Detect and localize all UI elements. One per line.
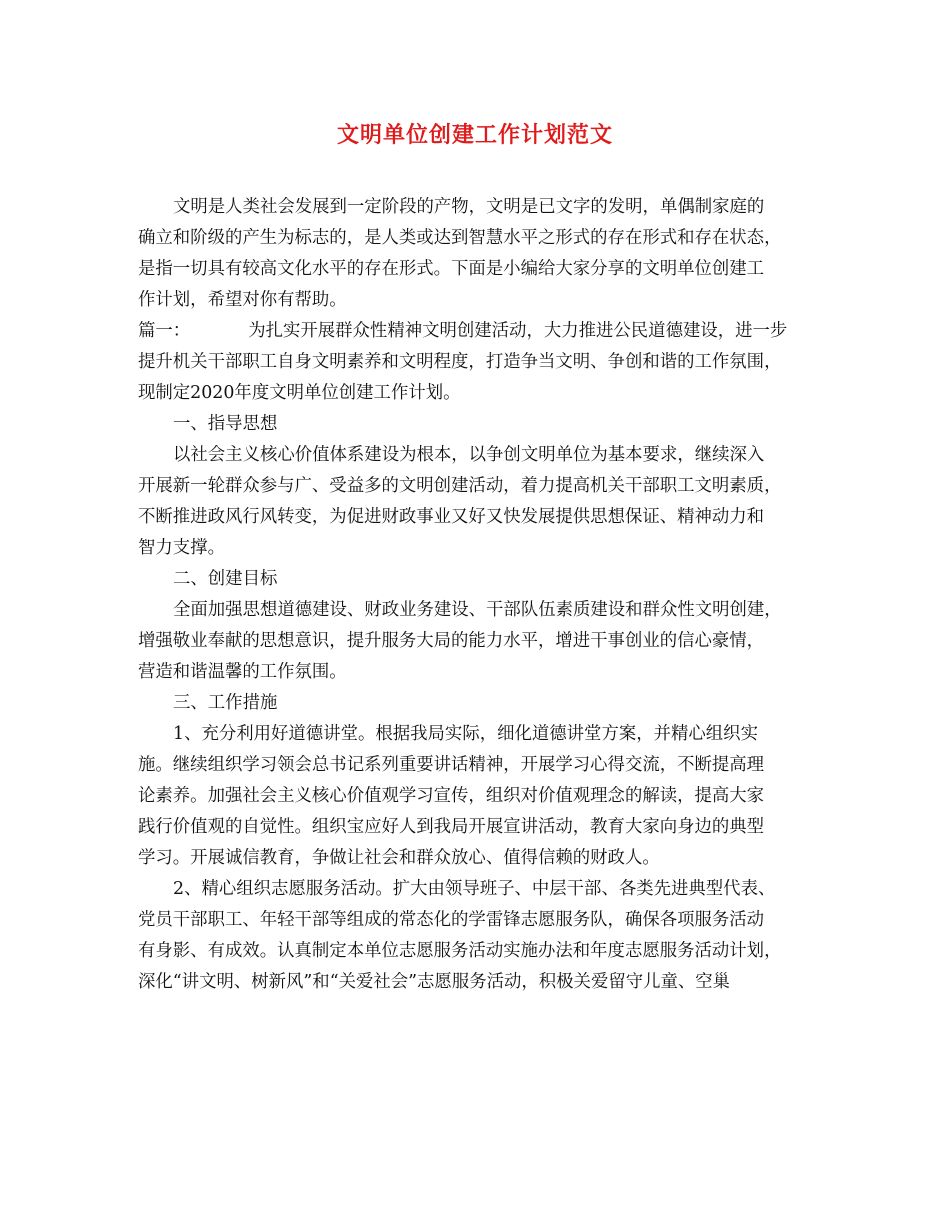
line-text: 2、精心组织志愿服务活动。扩大由领导班子、中层干部、各类先进典型代表、 bbox=[173, 879, 776, 899]
line-text: 以社会主义核心价值体系建设为根本，以争创文明单位为基本要求，继续深入 bbox=[173, 445, 765, 465]
line-text: 施。继续组织学习领会总书记系列重要讲话精神，开展学习心得交流，不断提高理 bbox=[138, 755, 765, 775]
text-line bbox=[138, 719, 828, 750]
text-line bbox=[138, 812, 828, 843]
text-line bbox=[138, 626, 828, 657]
section-label: 篇一： bbox=[138, 321, 191, 341]
document-title: 文明单位创建工作计划范文 bbox=[336, 123, 613, 148]
line-text: 不断推进政风行风转变，为促进财政事业又好又快发展提供思想保证、精神动力和 bbox=[138, 507, 765, 527]
line-text: 一、指导思想 bbox=[173, 414, 278, 434]
line-text: 为扎实开展群众性精神文明创建活动，大力推进公民道德建设，进一步 bbox=[248, 321, 788, 341]
text-line bbox=[138, 533, 828, 564]
text-line bbox=[138, 595, 828, 626]
text-line bbox=[138, 347, 828, 378]
line-text: 三、工作措施 bbox=[173, 693, 278, 713]
line-text: 有身影、有成效。认真制定本单位志愿服务活动实施办法和年度志愿服务活动计划， bbox=[138, 941, 782, 961]
line-text: 作计划，希望对你有帮助。 bbox=[138, 290, 347, 310]
line-text: 文明是人类社会发展到一定阶段的产物，文明是已文字的发明，单偶制家庭的 bbox=[173, 197, 765, 217]
line-text: 学习。开展诚信教育，争做让社会和群众放心、值得信赖的财政人。 bbox=[138, 848, 660, 868]
text-line bbox=[138, 657, 828, 688]
text-line bbox=[138, 781, 828, 812]
text-line bbox=[138, 564, 828, 595]
text-line bbox=[138, 409, 828, 440]
line-text: 论素养。加强社会主义核心价值观学习宣传，组织对价值观理念的解读，提高大家 bbox=[138, 786, 765, 806]
text-line bbox=[138, 502, 828, 533]
line-text: 深化“讲文明、树新风”和“关爱社会”志愿服务活动，积极关爱留守儿童、空巢 bbox=[138, 972, 731, 992]
line-text: 开展新一轮群众参与广、受益多的文明创建活动，着力提高机关干部职工文明素质， bbox=[138, 476, 782, 496]
line-text: 1、充分利用好道德讲堂。根据我局实际，细化道德讲堂方案，并精心组织实 bbox=[173, 724, 758, 744]
text-line bbox=[138, 440, 828, 471]
line-text: 全面加强思想道德建设、财政业务建设、干部队伍素质建设和群众性文明创建， bbox=[173, 600, 782, 620]
text-line bbox=[138, 905, 828, 936]
text-line bbox=[138, 936, 828, 967]
line-text: 二、创建目标 bbox=[173, 569, 278, 589]
line-text: 提升机关干部职工自身文明素养和文明程度，打造争当文明、争创和谐的工作氛围， bbox=[138, 352, 782, 372]
line-text: 践行价值观的自觉性。组织宝应好人到我局开展宣讲活动，教育大家向身边的典型 bbox=[138, 817, 765, 837]
text-line bbox=[138, 223, 828, 254]
text-line bbox=[138, 688, 828, 719]
text-line bbox=[138, 874, 828, 905]
text-line bbox=[138, 316, 828, 347]
document-body bbox=[138, 192, 828, 998]
text-line bbox=[138, 967, 828, 998]
line-text: 是指一切具有较高文化水平的存在形式。下面是小编给大家分享的文明单位创建工 bbox=[138, 259, 765, 279]
text-line bbox=[138, 471, 828, 502]
line-text: 党员干部职工、年轻干部等组成的常态化的学雷锋志愿服务队，确保各项服务活动 bbox=[138, 910, 765, 930]
text-line bbox=[138, 192, 828, 223]
line-text: 现制定2020年度文明单位创建工作计划。 bbox=[138, 383, 461, 403]
text-line bbox=[138, 254, 828, 285]
line-text: 增强敬业奉献的思想意识，提升服务大局的能力水平，增进干事创业的信心豪情， bbox=[138, 631, 765, 651]
text-line bbox=[138, 378, 828, 409]
line-text: 确立和阶级的产生为标志的，是人类或达到智慧水平之形式的存在形式和存在状态， bbox=[138, 228, 782, 248]
text-line bbox=[138, 843, 828, 874]
line-text: 智力支撑。 bbox=[138, 538, 225, 558]
text-line bbox=[138, 750, 828, 781]
text-line bbox=[138, 285, 828, 316]
line-text: 营造和谐温馨的工作氛围。 bbox=[138, 662, 347, 682]
